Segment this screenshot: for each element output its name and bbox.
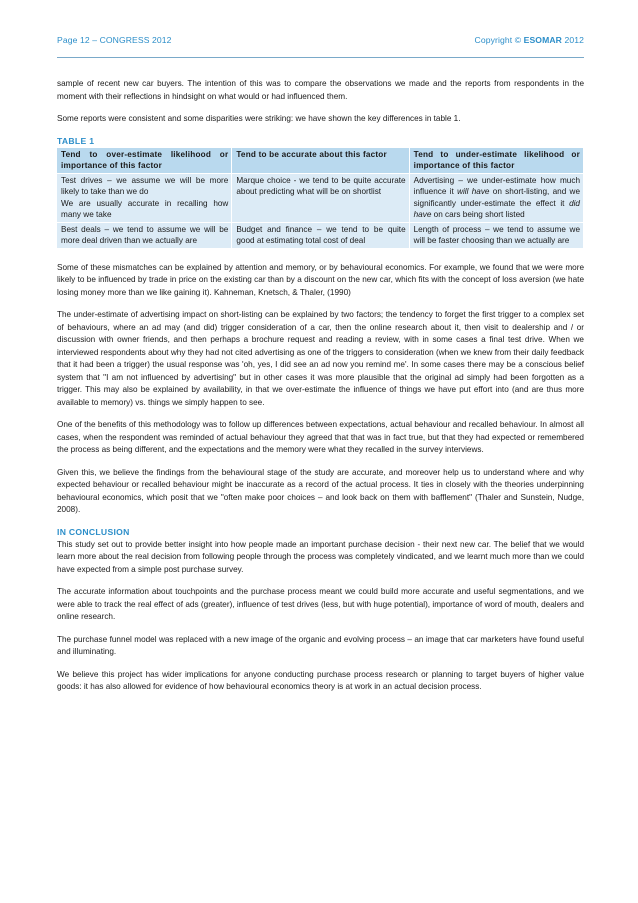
body-paragraph-1: Some of these mismatches can be explained by attention and memory, or by behavioural economics. For example, we found that we were more likely to be influenced by trade in price on the existing car than by a discount on the new car, which fits with the concept of loss aversion (we hate losing money more than we like gaining it). Kahneman, Knetsch, & Thaler, (1990): [57, 262, 584, 297]
conclusion-paragraph-2: The accurate information about touchpoints and the purchase process meant we could build more accurate and useful segmentations, and we were able to track the real effect of ads (greater), influence of test drives (less, but with huge potential), importance of word of mouth, dealers and online research.: [57, 587, 584, 621]
document-body: [57, 78, 584, 704]
table-row: [57, 222, 584, 248]
conclusion-paragraph-1: This study set out to provide better insight into how people made an important purchase decision - their next new car. The belief that we would learn more about the real decision from following people through the process was completely vindicated, and we learnt much more than we could have expected from a simple post purchase survey.: [57, 539, 584, 574]
table-header-row: [57, 148, 584, 174]
table-cell: Marque choice - we tend to be quite accurate about predicting what will be on shortlist: [232, 173, 409, 222]
intro-paragraph-2: Some reports were consistent and some disparities were striking: we have shown the key differences in table 1.: [57, 114, 461, 123]
cell-line: We are usually accurate in recalling how many we take: [61, 198, 229, 219]
table-header-cell-overestimate: Tend to over-estimate likelihood or importance of this factor: [57, 148, 232, 174]
table-row: [57, 173, 584, 222]
header-copyright: [475, 35, 584, 45]
cell-line: Test drives – we assume we will be more likely to take than we do: [61, 175, 229, 196]
table-cell: [57, 173, 232, 222]
cell-text: Advertising – we under-estimate how much influence it: [413, 175, 580, 196]
cell-text: on short-listing, and we significantly under-estimate the effect it: [413, 187, 581, 208]
body-paragraph-3: One of the benefits of this methodology was to follow up differences between expectations, actual behaviour and recalled behaviour. In almost all cases, when the respondent was reminded of actual behaviour they agreed that that was in fact true, but that they had expected or remembered the process as being different, and the expectations and the memory were what they recalled in the survey interviews.: [57, 420, 584, 454]
conclusion-paragraph-4: We believe this project has wider implications for anyone conducting purchase process research or planning to target buyers of higher value goods: it has also allowed for evidence of how behavioural economics theory is at work in an actual decision process.: [57, 669, 584, 691]
copyright-year: 2012: [564, 35, 584, 45]
table-header-cell-underestimate: Tend to under-estimate likelihood or importance of this factor: [409, 148, 583, 174]
header-divider: [57, 57, 584, 58]
table-cell: Best deals – we tend to assume we will be more deal driven than we actually are: [57, 222, 232, 248]
cell-emphasis: did have: [413, 198, 580, 219]
header-page-label: Page 12 – CONGRESS 2012: [57, 35, 172, 45]
brand-name: ESOMAR: [523, 35, 562, 45]
table-cell: [409, 173, 583, 222]
conclusion-paragraph-3: The purchase funnel model was replaced with a new image of the organic and evolving process – an image that car marketers have found useful and illuminating.: [57, 634, 584, 656]
comparison-table: [57, 148, 584, 249]
conclusion-heading: IN CONCLUSION: [57, 526, 130, 537]
copyright-text: Copyright ©: [474, 35, 522, 45]
table-title: TABLE 1: [57, 135, 95, 146]
intro-paragraph-1: sample of recent new car buyers. The intention of this was to compare the observations we made and the reports from respondents in the moment with their reflections in hindsight on what would or had influenced them.: [57, 79, 584, 101]
cell-emphasis: will have: [457, 187, 490, 196]
table-cell: Length of process – we tend to assume we will be faster choosing than we actually are: [409, 222, 583, 248]
body-paragraph-2: The under-estimate of advertising impact on short-listing can be explained by two factors; the tendency to forget the first trigger to a complex set of behaviours, where an ad may (and did) trigger consideration of a car, then the online research about it, then visit to dealership and / or discussion with owner friends, and then perhaps a brochure request and reading a review, with in some cases a final test drive. When we interviewed respondents about why they had not cited advertising as one of the triggers to consideration (when we knew from their daily feedback that it had been a trigger) the usual response was 'oh, yes, I did see an ad now you remind me'. In some cases there may be a conscious belief system that "I am not influenced by advertising" but in other cases it was more plausible that the original ad simply had been forgotten as a trigger. This may also be explained by availability, in that we over-estimate the influence of things we have put effort into (and are thus more available to memory) vs. things we simply happen to see.: [57, 310, 584, 407]
cell-text: on cars being short listed: [431, 210, 525, 219]
table-cell: Budget and finance – we tend to be quite good at estimating total cost of deal: [232, 222, 409, 248]
body-paragraph-4: Given this, we believe the findings from the behavioural stage of the study are accurate, and moreover help us to understand where and why expected behaviour or recalled behaviour might be inaccurate as a record of the actual process. It ties in closely with the theories underpinning behavioural economics, which posit that we "often make poor choices – and look back on them with bafflement" (Thaler and Sunstein, Nudge, 2008).: [57, 467, 584, 514]
table-header-cell-accurate: Tend to be accurate about this factor: [232, 148, 409, 174]
